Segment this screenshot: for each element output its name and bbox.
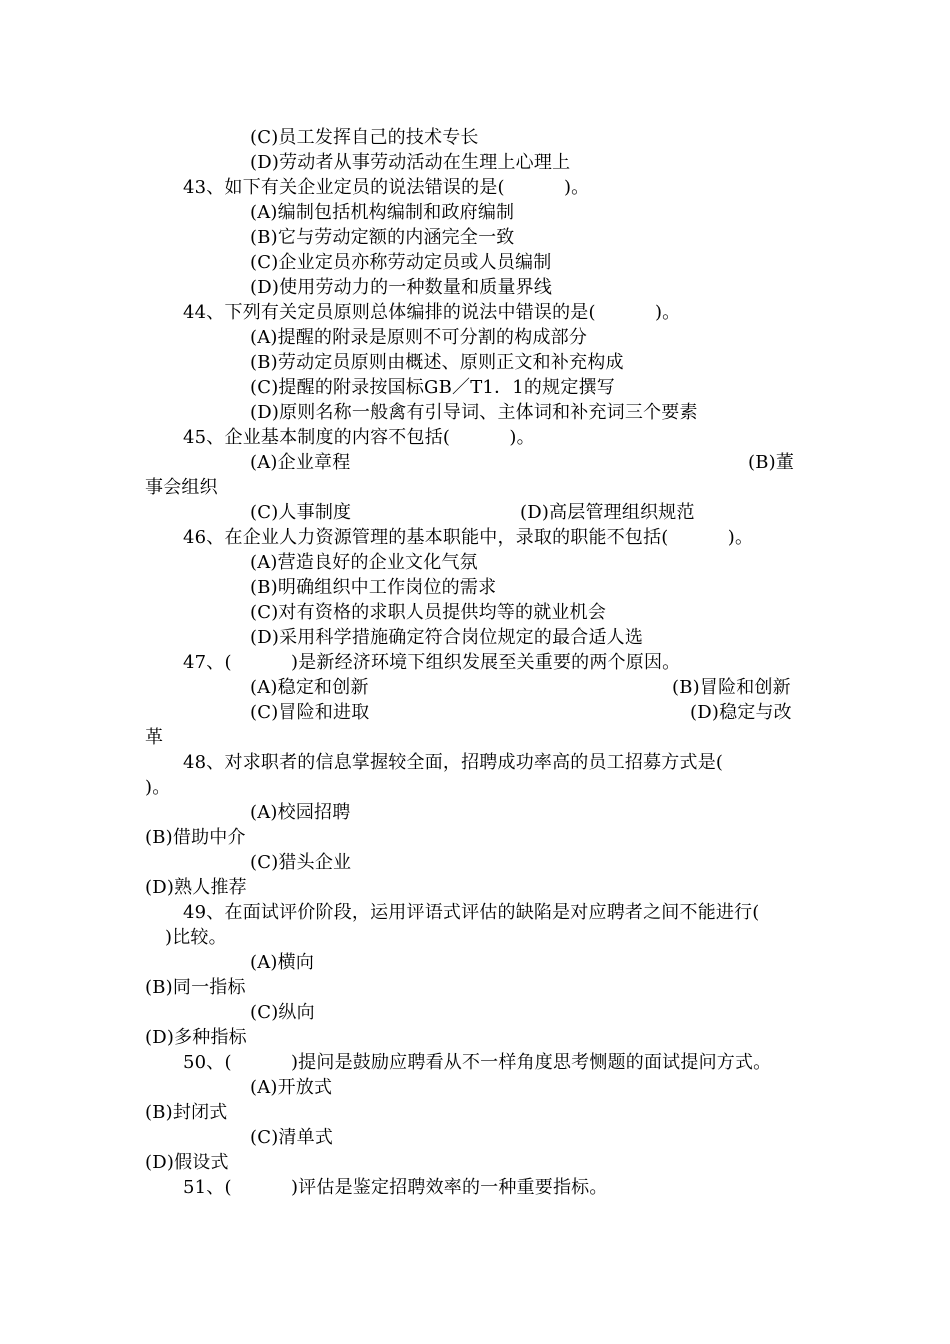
question-43: 43、如下有关企业定员的说法错误的是( )。 [183, 177, 590, 198]
question-49-option-d: (D)多种指标 [145, 1027, 247, 1048]
question-46-option-b: (B)明确组织中工作岗位的需求 [250, 577, 497, 598]
question-47-option-d: (D)稳定与改 [690, 702, 792, 723]
question-48-option-c: (C)猎头企业 [250, 852, 352, 873]
question-46: 46、在企业人力资源管理的基本职能中，录取的职能不包括( )。 [183, 527, 754, 548]
question-49: 49、在面试评价阶段，运用评语式评估的缺陷是对应聘者之间不能进行( [183, 902, 760, 923]
question-47-option-a: (A)稳定和创新 [250, 677, 369, 698]
question-46-option-a: (A)营造良好的企业文化气氛 [250, 552, 478, 573]
question-50-option-b: (B)封闭式 [145, 1102, 228, 1123]
question-43-option-c: (C)企业定员亦称劳动定员或人员编制 [250, 252, 552, 273]
question-46-option-c: (C)对有资格的求职人员提供均等的就业机会 [250, 602, 607, 623]
question-44-option-d: (D)原则名称一般禽有引导词、主体词和补充词三个要素 [250, 402, 698, 423]
question-44-option-c: (C)提醒的附录按国标GB／T1．1的规定撰写 [250, 377, 615, 398]
question-50: 50、( )提问是鼓励应聘看从不一样角度思考恻题的面试提问方式。 [183, 1052, 772, 1073]
question-49-option-b: (B)同一指标 [145, 977, 246, 998]
question-45-option-d: (D)高层管理组织规范 [520, 502, 695, 523]
question-50-option-c: (C)清单式 [250, 1127, 334, 1148]
question-49-continuation: )比较。 [165, 927, 227, 948]
question-48-option-d: (D)熟人推荐 [145, 877, 247, 898]
question-44: 44、下列有关定员原则总体编排的说法中错误的是( )。 [183, 302, 681, 323]
question-45-option-c: (C)人事制度 [250, 502, 352, 523]
question-47-option-b: (B)冒险和创新 [672, 677, 791, 698]
question-48-option-b: (B)借助中介 [145, 827, 246, 848]
question-50-option-d: (D)假设式 [145, 1152, 229, 1173]
question-43-option-b: (B)它与劳动定额的内涵完全一致 [250, 227, 515, 248]
question-45: 45、企业基本制度的内容不包括( )。 [183, 427, 535, 448]
question-49-option-c: (C)纵向 [250, 1002, 315, 1023]
question-43-option-a: (A)编制包括机构编制和政府编制 [250, 202, 515, 223]
question-46-option-d: (D)采用科学措施确定符合岗位规定的最合适人选 [250, 627, 644, 648]
question-43-option-d: (D)使用劳动力的一种数量和质量界线 [250, 277, 553, 298]
question-44-option-a: (A)提醒的附录是原则不可分割的构成部分 [250, 327, 588, 348]
question-49-option-a: (A)横向 [250, 952, 315, 973]
question-44-option-b: (B)劳动定员原则由概述、原则正文和补充构成 [250, 352, 624, 373]
question-47-option-d-continuation: 革 [145, 727, 164, 748]
question-45-option-a: (A)企业章程 [250, 452, 351, 473]
question-45-option-b: (B)董 [748, 452, 795, 473]
question-48-continuation: )。 [145, 777, 171, 798]
question-47-option-c: (C)冒险和进取 [250, 702, 370, 723]
question-47: 47、( )是新经济环境下组织发展至关重要的两个原因。 [183, 652, 681, 673]
question-48: 48、对求职者的信息掌握较全面，招聘成功率高的员工招募方式是( [183, 752, 724, 773]
question-48-option-a: (A)校园招聘 [250, 802, 351, 823]
option-c-text: (C)员工发挥自己的技术专长 [250, 127, 479, 148]
option-d-text: (D)劳动者从事劳动活动在生理上心理上 [250, 152, 571, 173]
question-45-option-b-continuation: 事会组织 [145, 477, 218, 498]
question-50-option-a: (A)开放式 [250, 1077, 333, 1098]
question-51: 51、( )评估是鉴定招聘效率的一种重要指标。 [183, 1177, 608, 1198]
